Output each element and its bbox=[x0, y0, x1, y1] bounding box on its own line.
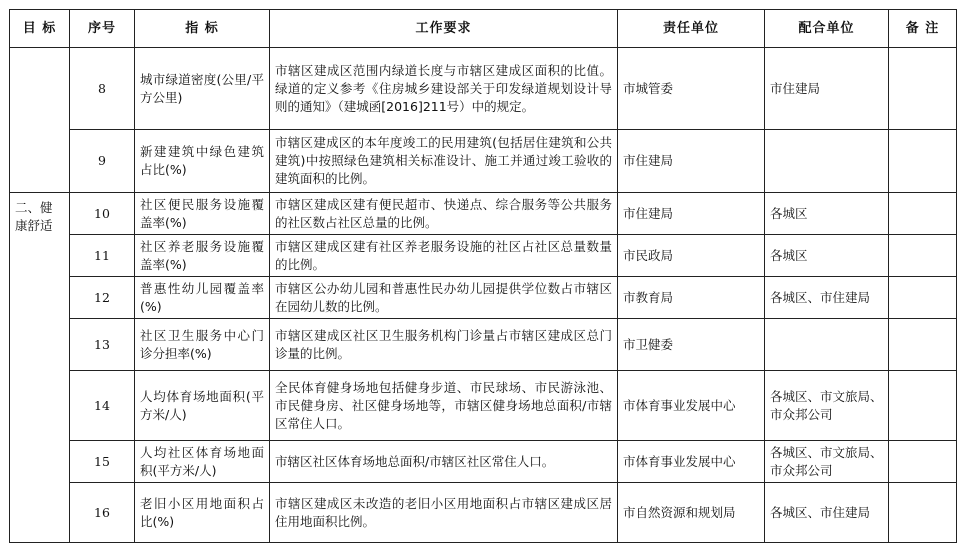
table-row bbox=[10, 319, 957, 371]
row-remark bbox=[889, 441, 957, 483]
row-no: 10 bbox=[70, 193, 135, 235]
indicator-table bbox=[9, 9, 957, 543]
row-indicator: 普惠性幼儿园覆盖率(%) bbox=[135, 277, 270, 319]
row-responsible: 市民政局 bbox=[618, 235, 765, 277]
row-responsible: 市教育局 bbox=[618, 277, 765, 319]
row-indicator: 社区养老服务设施覆盖率(%) bbox=[135, 235, 270, 277]
target-cell: 二、健康舒适 bbox=[10, 193, 70, 543]
row-responsible: 市住建局 bbox=[618, 193, 765, 235]
row-requirement: 市辖区建成区建有便民超市、快递点、综合服务等公共服务的社区数占社区总量的比例。 bbox=[270, 193, 618, 235]
row-no: 11 bbox=[70, 235, 135, 277]
row-no: 12 bbox=[70, 277, 135, 319]
row-responsible: 市住建局 bbox=[618, 130, 765, 193]
row-cooperating bbox=[765, 130, 889, 193]
table-row bbox=[10, 441, 957, 483]
row-responsible: 市体育事业发展中心 bbox=[618, 441, 765, 483]
row-remark bbox=[889, 193, 957, 235]
row-indicator: 社区便民服务设施覆盖率(%) bbox=[135, 193, 270, 235]
row-responsible: 市城管委 bbox=[618, 48, 765, 130]
row-cooperating: 市住建局 bbox=[765, 48, 889, 130]
row-cooperating: 各城区 bbox=[765, 193, 889, 235]
row-no: 15 bbox=[70, 441, 135, 483]
row-requirement: 全民体育健身场地包括健身步道、市民球场、市民游泳池、市民健身房、社区健身场地等，市辖区健身场地总面积/市辖区常住人口。 bbox=[270, 371, 618, 441]
row-remark bbox=[889, 483, 957, 543]
row-requirement: 市辖区公办幼儿园和普惠性民办幼儿园提供学位数占市辖区在园幼儿数的比例。 bbox=[270, 277, 618, 319]
row-no: 14 bbox=[70, 371, 135, 441]
row-indicator: 城市绿道密度(公里/平方公里) bbox=[135, 48, 270, 130]
row-responsible: 市体育事业发展中心 bbox=[618, 371, 765, 441]
row-cooperating: 各城区、市住建局 bbox=[765, 277, 889, 319]
row-cooperating: 各城区、市文旅局、市众邦公司 bbox=[765, 371, 889, 441]
target-cell-empty bbox=[10, 48, 70, 193]
row-requirement: 市辖区建成区社区卫生服务机构门诊量占市辖区建成区总门诊量的比例。 bbox=[270, 319, 618, 371]
table-row bbox=[10, 483, 957, 543]
header-cooperating: 配合单位 bbox=[765, 10, 889, 48]
table-row bbox=[10, 193, 957, 235]
row-remark bbox=[889, 319, 957, 371]
table-row bbox=[10, 130, 957, 193]
row-requirement: 市辖区建成区范围内绿道长度与市辖区建成区面积的比值。绿道的定义参考《住房城乡建设部关于印发绿道规划设计导则的通知》（建城函[2016]211号）中的规定。 bbox=[270, 48, 618, 130]
header-requirement: 工作要求 bbox=[270, 10, 618, 48]
row-no: 16 bbox=[70, 483, 135, 543]
table-row bbox=[10, 371, 957, 441]
row-remark bbox=[889, 277, 957, 319]
row-remark bbox=[889, 130, 957, 193]
row-indicator: 人均社区体育场地面积(平方米/人) bbox=[135, 441, 270, 483]
row-cooperating bbox=[765, 319, 889, 371]
row-no: 13 bbox=[70, 319, 135, 371]
row-requirement: 市辖区建成区建有社区养老服务设施的社区占社区总量数量的比例。 bbox=[270, 235, 618, 277]
header-remark: 备 注 bbox=[889, 10, 957, 48]
row-cooperating: 各城区、市文旅局、市众邦公司 bbox=[765, 441, 889, 483]
row-cooperating: 各城区、市住建局 bbox=[765, 483, 889, 543]
table-row bbox=[10, 277, 957, 319]
row-cooperating: 各城区 bbox=[765, 235, 889, 277]
row-no: 8 bbox=[70, 48, 135, 130]
table-row bbox=[10, 48, 957, 130]
row-remark bbox=[889, 235, 957, 277]
row-remark bbox=[889, 48, 957, 130]
row-requirement: 市辖区社区体育场地总面积/市辖区社区常住人口。 bbox=[270, 441, 618, 483]
header-row bbox=[10, 10, 957, 48]
row-indicator: 社区卫生服务中心门诊分担率(%) bbox=[135, 319, 270, 371]
row-no: 9 bbox=[70, 130, 135, 193]
header-no: 序号 bbox=[70, 10, 135, 48]
header-indicator: 指 标 bbox=[135, 10, 270, 48]
row-indicator: 人均体育场地面积(平方米/人) bbox=[135, 371, 270, 441]
row-requirement: 市辖区建成区的本年度竣工的民用建筑(包括居住建筑和公共建筑)中按照绿色建筑相关标准设计、施工并通过竣工验收的建筑面积的比例。 bbox=[270, 130, 618, 193]
header-responsible: 责任单位 bbox=[618, 10, 765, 48]
row-indicator: 老旧小区用地面积占比(%) bbox=[135, 483, 270, 543]
table-row bbox=[10, 235, 957, 277]
row-responsible: 市自然资源和规划局 bbox=[618, 483, 765, 543]
header-target: 目 标 bbox=[10, 10, 70, 48]
row-requirement: 市辖区建成区未改造的老旧小区用地面积占市辖区建成区居住用地面积比例。 bbox=[270, 483, 618, 543]
row-remark bbox=[889, 371, 957, 441]
row-indicator: 新建建筑中绿色建筑占比(%) bbox=[135, 130, 270, 193]
row-responsible: 市卫健委 bbox=[618, 319, 765, 371]
